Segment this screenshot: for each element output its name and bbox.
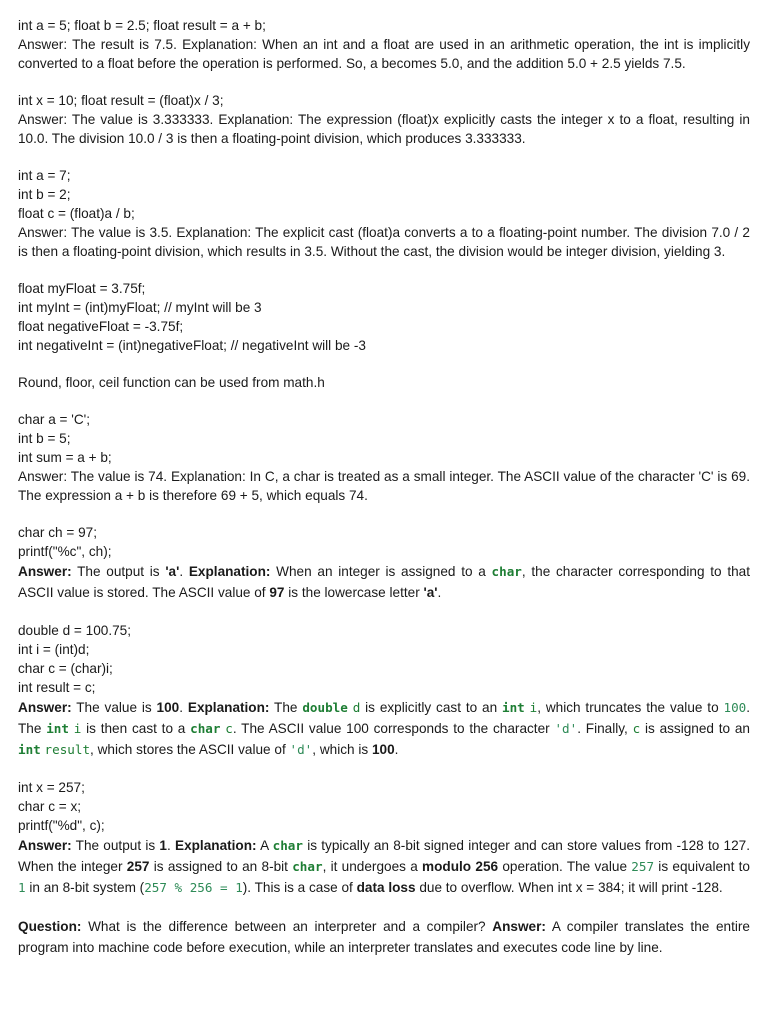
answer-paragraph: Answer: The result is 7.5. Explanation: When an int and a float are used in an arithmetic operation, the int is implicitly converted to a float before the operation is performed. So, a becomes 5.0, and the addition 5.0 + 2.5 yields 7.5. <box>18 37 750 71</box>
code-line: char c = x; <box>18 799 82 814</box>
qa-block-char-from-int <box>18 523 750 603</box>
emphasis: 97 <box>269 585 285 600</box>
inline-code-keyword: char <box>190 721 221 736</box>
qa-block-char-plus-int <box>18 410 750 505</box>
inline-code-literal: 257 <box>631 859 655 874</box>
inline-code-identifier: d <box>352 700 361 715</box>
inline-code-keyword: int <box>18 742 41 757</box>
explanation-label: Explanation: <box>188 564 271 579</box>
inline-code-keyword: char <box>292 859 323 874</box>
note-line: Round, floor, ceil function can be used from math.h <box>18 375 325 390</box>
qa-block-int-float-addition <box>18 16 750 73</box>
answer-paragraph: Answer: The value is 74. Explanation: In C, a char is treated as a small integer. The ASCII value of the character 'C' is 69. The expression a + b is therefore 69 + 5, which equals 74. <box>18 469 750 503</box>
answer-label: Answer: <box>18 838 72 853</box>
code-line: int sum = a + b; <box>18 450 112 465</box>
code-line: char ch = 97; <box>18 525 97 540</box>
code-line: char a = 'C'; <box>18 412 91 427</box>
code-line: int myInt = (int)myFloat; // myInt will be 3 <box>18 300 262 315</box>
answer-paragraph: Answer: The value is 100. Explanation: The double d is explicitly cast to an int i, which truncates the value to 100. The int i is then cast to a char c. The ASCII value 100 corresponds to the character 'd'. Finally, c is assigned to an int result, which stores the ASCII value of 'd', which is 100. <box>18 700 751 757</box>
question-paragraph: Question: What is the difference between an interpreter and a compiler? Answer: A compiler translates the entire program into machine code before execution, while an interpreter translates and executes code line by line. <box>18 919 750 955</box>
inline-code-literal: 'd' <box>289 742 313 757</box>
code-line: char c = (char)i; <box>18 661 113 676</box>
answer-label: Answer: <box>18 700 72 715</box>
inline-code-literal: 'd' <box>554 721 578 736</box>
code-block-float-to-int <box>18 279 750 355</box>
inline-code-keyword: int <box>46 721 69 736</box>
qa-block-explicit-cast <box>18 166 750 261</box>
note-math-functions <box>18 373 750 392</box>
code-line: int a = 7; <box>18 168 71 183</box>
code-line: float c = (float)a / b; <box>18 206 135 221</box>
answer-paragraph: Answer: The value is 3.5. Explanation: The explicit cast (float)a converts a to a floating-point number. The division 7.0 / 2 is then a floating-point division, which results in 3.5. Without the cast, the division would be integer division, yielding 3. <box>18 225 750 259</box>
inline-code-identifier: result <box>44 742 91 757</box>
code-line: int x = 257; <box>18 780 85 795</box>
code-line: int a = 5; float b = 2.5; float result = a + b; <box>18 18 266 33</box>
explanation-label: Explanation: <box>187 700 270 715</box>
answer-paragraph: Answer: The output is 1. Explanation: A char is typically an 8-bit signed integer and can store values from -128 to 127. When the integer 257 is assigned to an 8-bit char, it undergoes a modulo 256 operation. The value 257 is equivalent to 1 in an 8-bit system (257 % 256 = 1). This is a case of data loss due to overflow. When int x = 384; it will print -128. <box>18 838 751 895</box>
code-line: int negativeInt = (int)negativeFloat; // negativeInt will be -3 <box>18 338 366 353</box>
inline-code-identifier: i <box>529 700 538 715</box>
document-body <box>18 16 750 976</box>
code-line: int b = 2; <box>18 187 71 202</box>
answer-paragraph: Answer: The value is 3.333333. Explanation: The expression (float)x explicitly casts the integer x to a float, resulting in 10.0. The division 10.0 / 3 is then a floating-point division, which produces 3.333333. <box>18 112 750 146</box>
inline-code-keyword: int <box>501 700 525 715</box>
qa-block-double-int-char-chain <box>18 621 750 760</box>
code-line: float negativeFloat = -3.75f; <box>18 319 184 334</box>
answer-paragraph: Answer: The output is 'a'. Explanation: When an integer is assigned to a char, the character corresponding to that ASCII value is stored. The ASCII value of 97 is the lowercase letter 'a'. <box>18 564 750 600</box>
code-line: int x = 10; float result = (float)x / 3; <box>18 93 224 108</box>
qa-block-char-overflow <box>18 778 750 898</box>
inline-code-keyword: char <box>272 838 303 853</box>
code-line: int b = 5; <box>18 431 71 446</box>
code-line: double d = 100.75; <box>18 623 132 638</box>
emphasis: 100 <box>156 700 180 715</box>
code-line: int i = (int)d; <box>18 642 90 657</box>
explanation-label: Explanation: <box>175 838 257 853</box>
qa-block-interpreter-vs-compiler <box>18 916 750 958</box>
answer-label: Answer: <box>18 564 72 579</box>
inline-code-keyword: char <box>491 564 522 579</box>
emphasis: 257 <box>126 859 150 874</box>
inline-code-expression: 257 % 256 = 1 <box>144 880 243 895</box>
emphasis: 100 <box>371 742 395 757</box>
inline-code-identifier: i <box>73 721 82 736</box>
inline-code-identifier: c <box>225 721 233 736</box>
emphasis: 'a' <box>423 585 438 600</box>
answer-label: Answer: <box>492 919 546 934</box>
code-line: printf("%d", c); <box>18 818 105 833</box>
code-line: float myFloat = 3.75f; <box>18 281 146 296</box>
inline-code-literal: 1 <box>18 880 26 895</box>
emphasis: modulo 256 <box>422 859 499 874</box>
qa-block-float-cast-division <box>18 91 750 148</box>
code-line: int result = c; <box>18 680 96 695</box>
code-line: printf("%c", ch); <box>18 544 112 559</box>
question-label: Question: <box>18 919 82 934</box>
inline-code-literal: 100 <box>723 700 747 715</box>
inline-code-identifier: c <box>632 721 641 736</box>
emphasis: 1 <box>159 838 167 853</box>
inline-code-keyword: double <box>302 700 348 715</box>
emphasis: 'a' <box>165 564 180 579</box>
emphasis: data loss <box>356 880 416 895</box>
